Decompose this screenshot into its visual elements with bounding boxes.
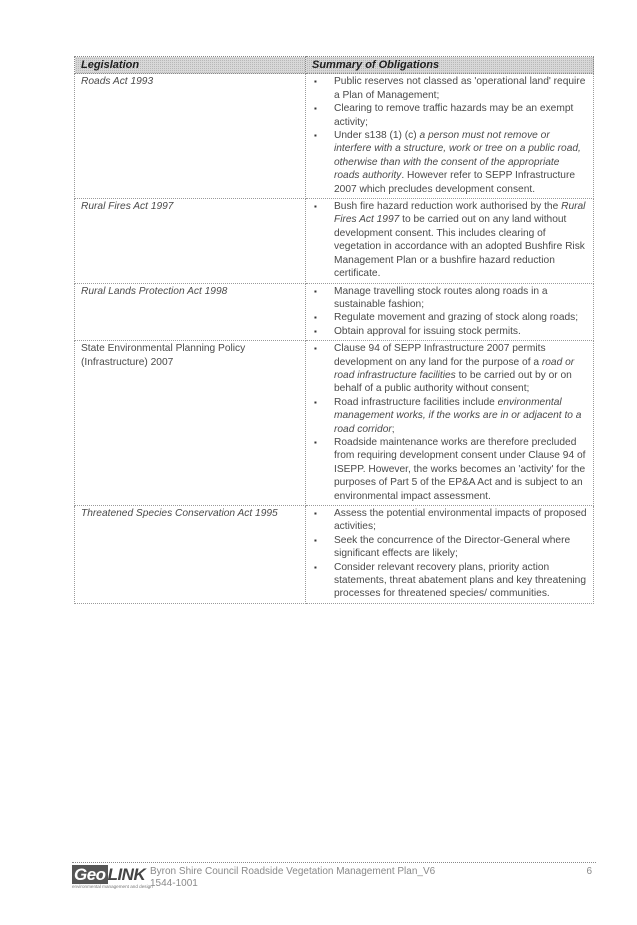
obligation-item <box>312 396 587 436</box>
obligation-text: Clearing to remove traffic hazards may be an exempt activity; <box>334 103 574 128</box>
bullet-square-icon: ▪ <box>314 397 317 407</box>
obligations-list <box>312 200 587 280</box>
obligation-text: ; <box>391 423 395 435</box>
obligations-list <box>312 507 587 601</box>
obligation-text: Clause 94 of SEPP Infrastructure 2007 permits development on any land for the purpose of a <box>334 343 546 368</box>
table-row <box>75 74 594 199</box>
obligations-cell <box>306 74 594 199</box>
page-number: 6 <box>586 866 592 877</box>
table-row <box>75 283 594 341</box>
bullet-square-icon: ▪ <box>314 313 317 323</box>
obligations-list <box>312 75 587 196</box>
legislation-name: Threatened Species Conservation Act 1995 <box>81 508 278 519</box>
obligations-cell <box>306 283 594 341</box>
obligation-text: to be carried out by or on behalf of a public authority without consent; <box>334 369 572 395</box>
bullet-square-icon: ▪ <box>314 535 317 545</box>
obligation-text: Rural Fires Act 1997 <box>334 201 586 226</box>
legislation-cell <box>75 199 306 283</box>
obligation-item <box>312 102 587 129</box>
bullet-square-icon: ▪ <box>314 326 317 336</box>
obligation-item <box>312 436 587 503</box>
footer-text <box>150 866 435 890</box>
obligation-text: Public reserves not classed as 'operational land' require a Plan of Management; <box>334 76 586 101</box>
table-row <box>75 341 594 506</box>
legislation-cell <box>75 74 306 199</box>
obligations-cell <box>306 341 594 506</box>
obligation-text: Consider relevant recovery plans, priority action statements, threat abatement plans and key threatening processes for threatened species/ communities. <box>334 561 587 600</box>
geolink-logo <box>72 865 153 895</box>
logo-geo-text: Geo <box>74 865 106 884</box>
logo-tagline: environmental management and design <box>72 884 153 889</box>
obligation-text: Roadside maintenance works are therefore precluded from requiring development consent under Clause 94 of ISEPP. However, the works becomes an 'activity' for the purposes of Part 5 of the EP&A Act and is subject to an environmental impact assessment. <box>334 436 586 502</box>
legislation-cell <box>75 506 306 604</box>
legislation-cell <box>75 341 306 506</box>
obligation-text: Manage travelling stock routes along roads in a sustainable fashion; <box>334 285 548 310</box>
legislation-name: Roads Act 1993 <box>81 76 154 88</box>
obligation-text: a person must not remove or interfere with a structure, work or tree on a public road, otherwise than with the consent of the appropriate roads authority <box>334 130 581 182</box>
document-number: 1544-1001 <box>150 878 198 889</box>
obligation-text: road or road infrastructure facilities <box>334 356 575 381</box>
legislation-cell <box>75 283 306 341</box>
obligations-cell <box>306 506 594 604</box>
obligation-text: Assess the potential environmental impacts of proposed activities; <box>334 508 587 533</box>
logo-link-text: LINK <box>107 865 146 884</box>
obligation-text: to be carried out on any land without development consent. This includes clearing of vegetation in accordance with an adopted Bushfire Risk Management Plan or a bushfire hazard reduction certificate. <box>334 214 585 280</box>
bullet-square-icon: ▪ <box>314 562 317 572</box>
obligations-cell <box>306 199 594 283</box>
obligation-text: Under s138 (1) (c) <box>334 130 420 142</box>
document-title: Byron Shire Council Roadside Vegetation Management Plan_V6 <box>150 866 436 877</box>
obligation-item <box>312 285 587 312</box>
table-body <box>75 74 594 603</box>
obligation-item <box>312 311 587 324</box>
legislation-name: Rural Fires Act 1997 <box>81 201 174 213</box>
obligation-text: Regulate movement and grazing of stock along roads; <box>334 312 579 324</box>
legislation-table <box>74 56 594 604</box>
bullet-square-icon: ▪ <box>314 286 317 296</box>
obligation-item <box>312 561 587 601</box>
obligation-item <box>312 75 587 102</box>
bullet-square-icon: ▪ <box>314 77 317 87</box>
bullet-square-icon: ▪ <box>314 344 317 354</box>
header-summary-of-obligations: Summary of Obligations <box>306 57 594 74</box>
table-row <box>75 506 594 604</box>
table-header-row <box>75 57 594 74</box>
obligation-text: Road infrastructure facilities include <box>334 396 498 408</box>
obligation-item <box>312 507 587 534</box>
bullet-square-icon: ▪ <box>314 104 317 114</box>
bullet-square-icon: ▪ <box>314 202 317 212</box>
obligation-item <box>312 534 587 561</box>
bullet-square-icon: ▪ <box>314 437 317 447</box>
obligation-item <box>312 325 587 338</box>
obligation-item <box>312 200 587 280</box>
legislation-name: State Environmental Planning Policy (Infrastructure) 2007 <box>81 343 246 368</box>
legislation-name: Rural Lands Protection Act 1998 <box>81 285 228 297</box>
bullet-square-icon: ▪ <box>314 131 317 141</box>
table-row <box>75 199 594 283</box>
obligations-list <box>312 285 587 339</box>
obligation-item <box>312 129 587 196</box>
obligation-text: Obtain approval for issuing stock permits. <box>334 325 521 337</box>
obligation-text: environmental management works, if the works are in or adjacent to a road corridor <box>334 396 582 435</box>
obligations-list <box>312 342 587 503</box>
header-legislation: Legislation <box>75 57 306 74</box>
obligation-text: Bush fire hazard reduction work authorised by the <box>334 201 562 213</box>
bullet-square-icon: ▪ <box>314 509 317 518</box>
obligation-text: Seek the concurrence of the Director-General where significant effects are likely; <box>334 534 571 560</box>
page-footer <box>72 862 596 903</box>
obligation-text: . However refer to SEPP Infrastructure 2007 which precludes development consent. <box>334 170 576 195</box>
obligation-item <box>312 342 587 396</box>
